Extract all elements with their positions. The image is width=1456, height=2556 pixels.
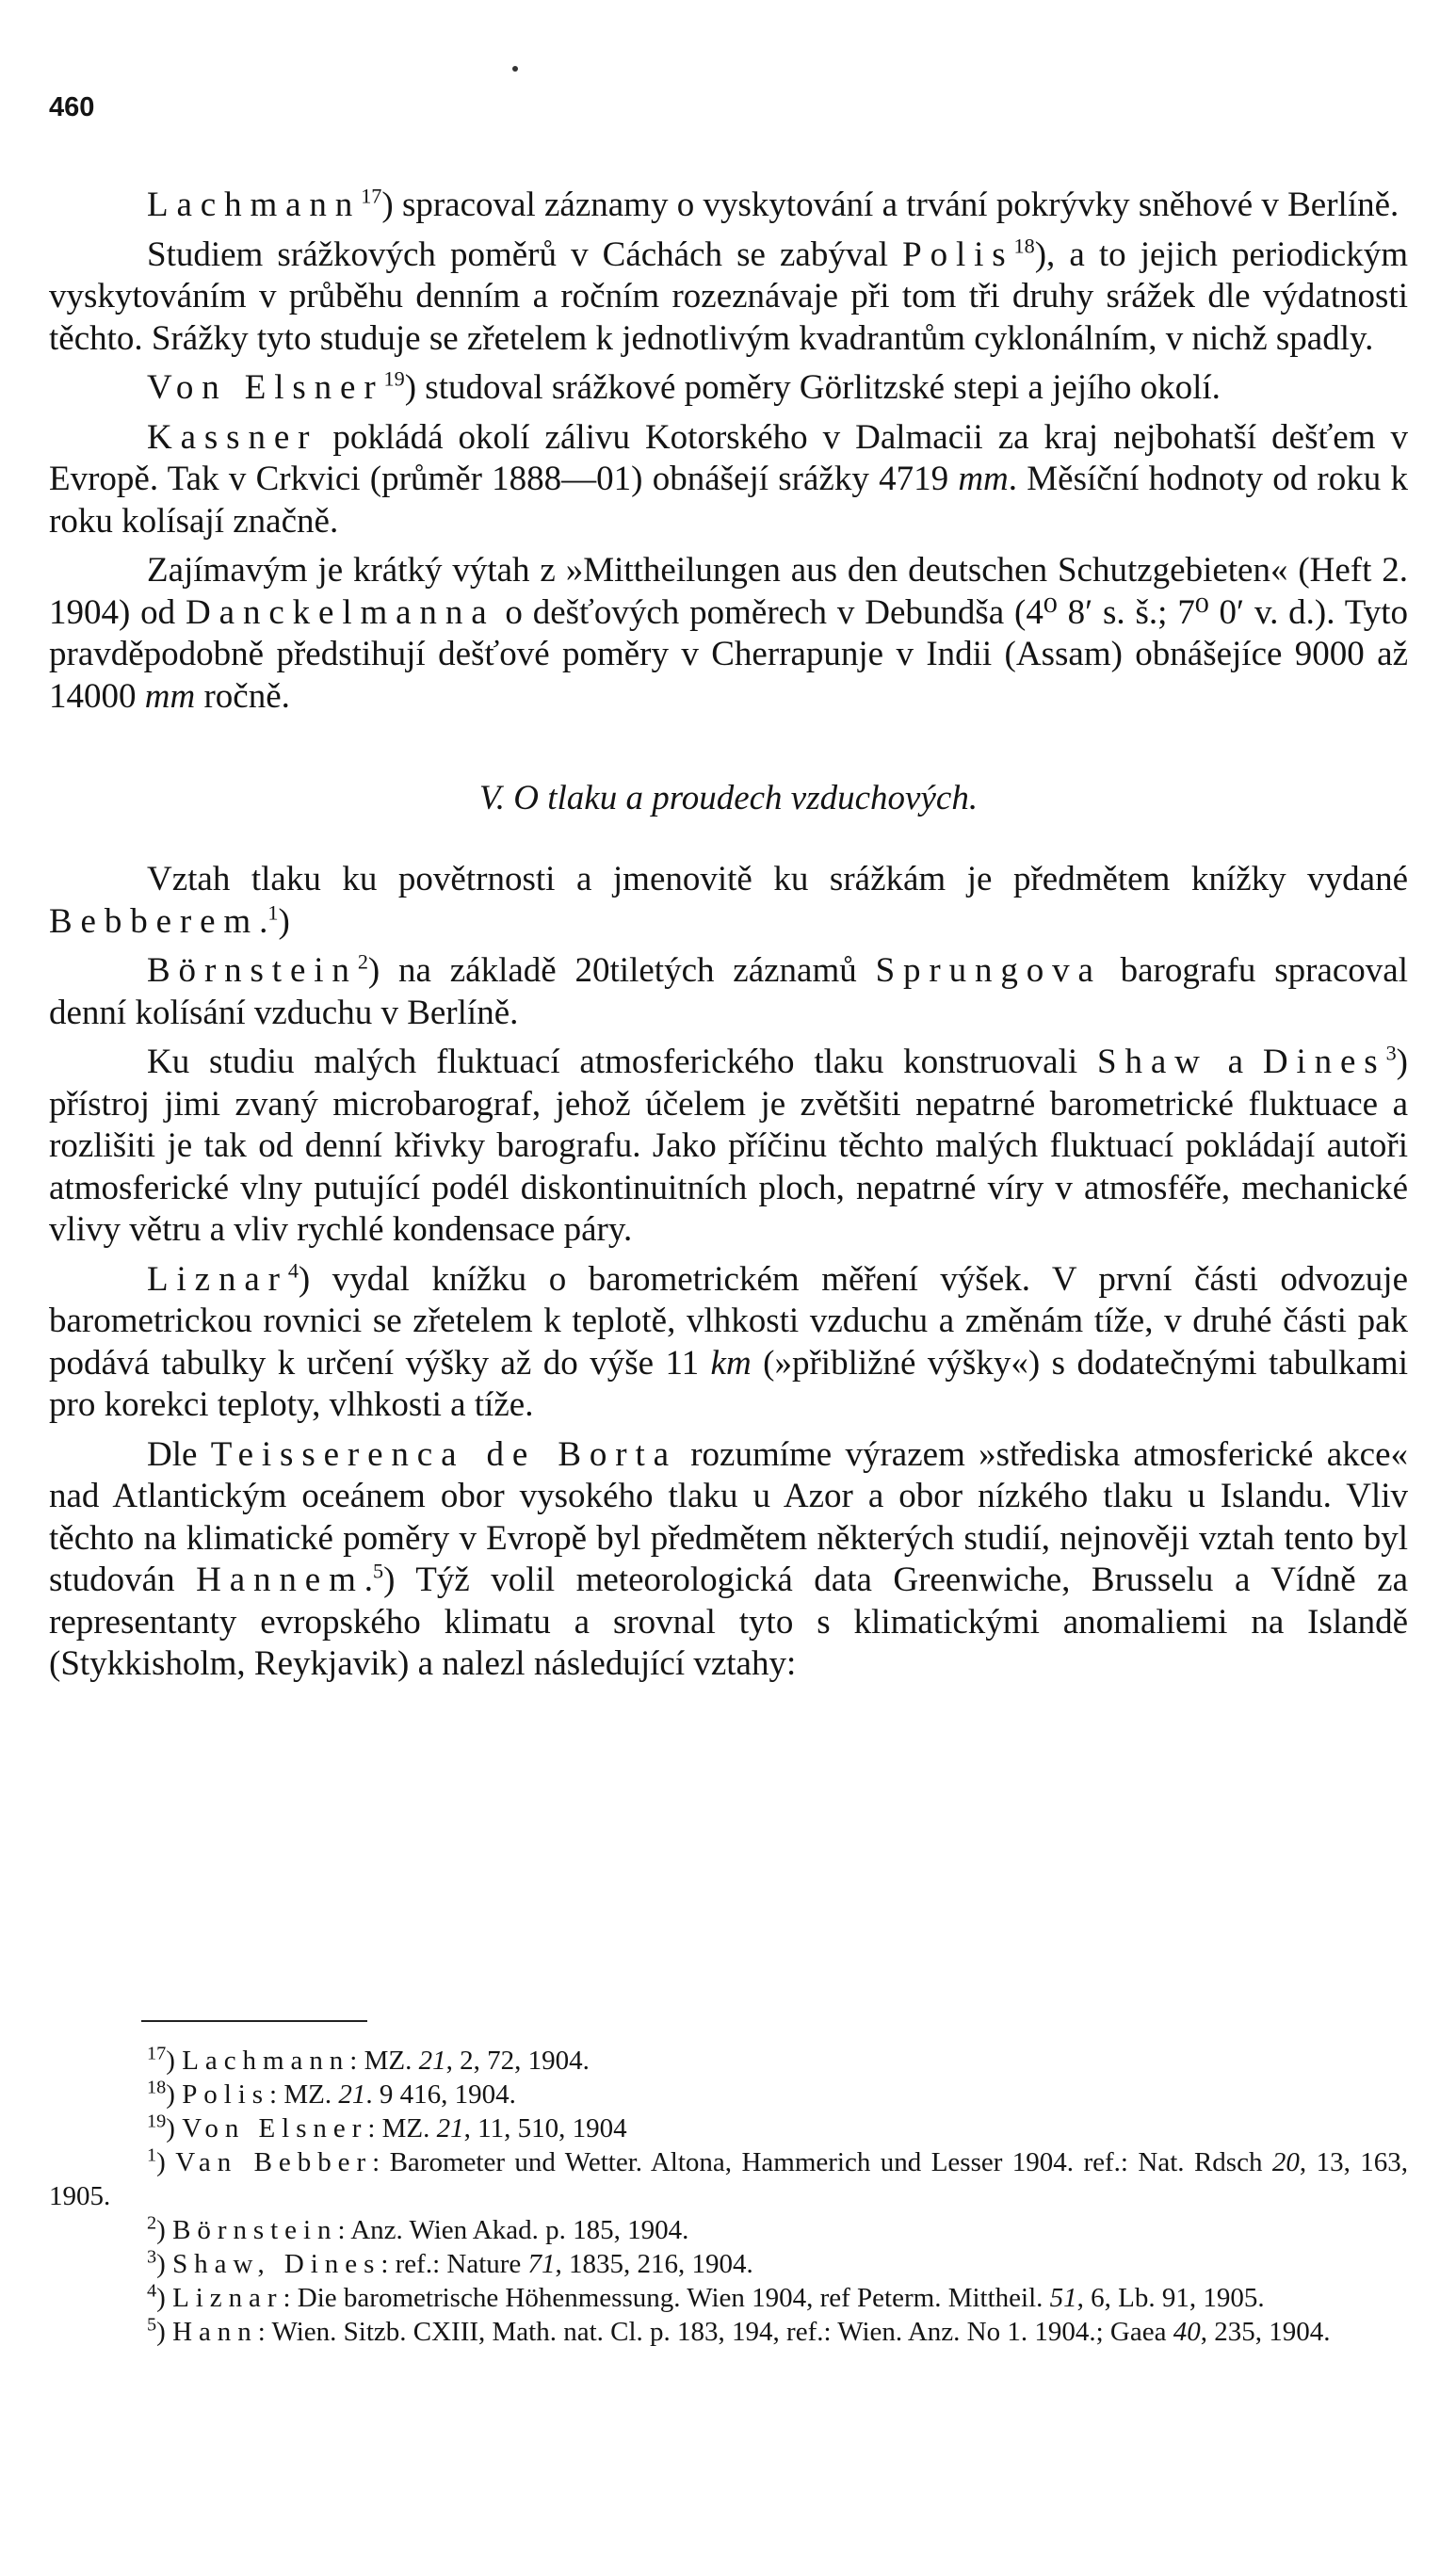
footnote-text: , 1835, 216, 1904. — [555, 2249, 753, 2279]
footnotes — [49, 2044, 1408, 2349]
author-name: Kassner — [147, 417, 318, 457]
footnote-author: Liznar — [172, 2283, 283, 2313]
paragraph-text: . Měsíční hodnoty od roku k roku kolísají značně. — [49, 460, 1408, 541]
author-name: Dines — [1262, 1043, 1386, 1081]
footnote-number: 18 — [147, 2077, 167, 2098]
footnote-text: , 11, 510, 1904 — [463, 2113, 627, 2143]
footnote-number: 19 — [147, 2111, 167, 2132]
paragraph-text: ) Týž volil meteorologická data Greenwiche, Brusselu a Vídně za representanty evropského klimatu a srovnal tyto s klimatickými anomaliemi na Islandě (Stykkisholm, Reykjavik) a nalezl následující vztahy: — [49, 1561, 1408, 1683]
page-number: 460 — [49, 92, 95, 122]
paragraph-text: ) studoval srážkové poměry Görlitzské stepi a jejího okolí. — [404, 368, 1221, 407]
footnote-divider — [141, 2020, 367, 2022]
footnote: $^4$) Liznar: Die barometrische Höhenmessung. Wien 1904, ref Peterm. Mittheil. 51, 6, Lb. 91, 1905. — [147, 2280, 1265, 2313]
unit-text: km — [710, 1343, 752, 1383]
footnote-author: Von Elsner — [182, 2113, 368, 2143]
footnote-ref: 5 — [373, 1559, 384, 1583]
paragraph-text: . — [364, 1561, 373, 1599]
author-name: Shaw — [1096, 1043, 1208, 1081]
paragraph-text: Vztah tlaku ku povětrnosti a jmenovitě ku srážkám je předmětem knížky vydané — [147, 860, 1408, 898]
paragraph-text: barografu spracoval denní kolísání vzduchu v Berlíně. — [49, 951, 1408, 1032]
author-name: Sprungova — [875, 951, 1102, 990]
author-name: Hannem — [196, 1561, 364, 1599]
paragraph-text: . — [259, 901, 268, 941]
footnote-volume: 21 — [418, 2046, 446, 2076]
footnote-text: : MZ. — [349, 2046, 419, 2076]
footnote-number: 1 — [147, 2144, 157, 2166]
footnote-text: , 13, 163, 1905. — [49, 2147, 1408, 2211]
footnote-author: Polis — [182, 2079, 270, 2110]
footnote-ref: 4 — [287, 1258, 299, 1283]
paragraph-elsner — [49, 367, 1408, 410]
footnote-number: 5 — [147, 2314, 157, 2336]
footnote-text: : Wien. Sitzb. CXIII, Math. nat. Cl. p. 183, 194, ref.: Wien. Anz. No 1. 1904.; Gaea — [257, 2317, 1173, 2347]
unit-text: mm — [144, 676, 196, 716]
footnote: $^{18}$) Polis: MZ. 21. 9 416, 1904. — [147, 2077, 516, 2110]
footnote-number: 2 — [147, 2212, 157, 2234]
unit-text: mm — [958, 460, 1009, 498]
paragraph-text: Ku studiu malých fluktuací atmosferického tlaku konstruovali — [147, 1043, 1097, 1081]
paragraph-text: ročně. — [195, 676, 290, 716]
footnote: $^5$) Hann: Wien. Sitzb. CXIII, Math. nat. Cl. p. 183, 194, ref.: Wien. Anz. No 1. 1904.; Gaea 40, 235, 1904. — [147, 2314, 1331, 2347]
footnote: $^1$) Van Bebber: Barometer und Wetter. Altona, Hammerich und Lesser 1904. ref.: Nat. Rdsch 20, 13, 163, 1905. — [49, 2144, 1408, 2211]
footnote-ref: 2 — [357, 949, 368, 974]
paragraph-text: Dle — [147, 1434, 211, 1474]
paragraph-text: ) vydal knížku o barometrickém měření výšek. V první části odvozuje barometrickou rovnici se zřetelem k teplotě, vlhkosti vzduchu a změnám tíže, v druhé části pak podává tabulky k určení výšky až do výše 11 — [49, 1259, 1408, 1383]
paragraph-text: ) spracoval záznamy o vyskytování a trvání pokrývky sněhové v Berlíně. — [381, 186, 1399, 224]
paragraph-bebber — [49, 859, 1408, 943]
footnote-volume: 71 — [527, 2249, 556, 2279]
paragraph-polis — [49, 235, 1408, 361]
author-name: Von Elsner — [147, 368, 384, 407]
footnote: $^{19}$) Von Elsner: MZ. 21, 11, 510, 1904 — [147, 2111, 627, 2143]
author-name: Bebberem — [49, 901, 260, 941]
footnote-volume: 21 — [338, 2079, 366, 2110]
footnote-volume: 20 — [1271, 2147, 1300, 2177]
paragraph-teisserenc — [49, 1434, 1408, 1686]
footnote-author: Shaw, Dines — [172, 2249, 381, 2279]
paragraph-liznar — [49, 1259, 1408, 1427]
footnote-author: Van Bebber — [175, 2147, 373, 2177]
footnote-number: 4 — [147, 2280, 157, 2302]
paragraph-text: a — [1207, 1043, 1263, 1081]
footnote-ref: 17 — [361, 184, 382, 208]
footnote-number: 3 — [147, 2246, 157, 2268]
paragraph-danckelmann — [49, 550, 1408, 718]
paragraph-text: ), a to jejich periodickým vyskytováním v průběhu denním a ročním rozeznávaje při tom tři druhy srážek dle výdatnosti těchto. Srážky tyto studuje se zřetelem k jednotlivým kvadrantům cyklonálním, v nichž spadly. — [49, 235, 1408, 358]
paragraph-text: ) — [278, 901, 290, 941]
paragraph-kassner — [49, 417, 1408, 543]
main-text — [49, 185, 1408, 1693]
footnote-text: , 6, Lb. 91, 1905. — [1076, 2283, 1265, 2313]
paragraph-text: ) na základě 20tiletých záznamů — [367, 951, 876, 990]
footnote-ref: 3 — [1385, 1041, 1397, 1065]
author-name: Lachmann — [147, 186, 362, 224]
footnote-ref: 18 — [1013, 234, 1035, 258]
footnote-volume: 21 — [436, 2113, 464, 2143]
author-name: Liznar — [147, 1259, 288, 1299]
footnote-volume: 40 — [1173, 2317, 1201, 2347]
footnote-text: , 235, 1904. — [1200, 2317, 1331, 2347]
footnote-text: : MZ. — [367, 2113, 437, 2143]
footnote-text: . 9 416, 1904. — [365, 2079, 516, 2110]
footnote-number: 17 — [147, 2043, 167, 2064]
paragraph-lachmann — [49, 185, 1408, 227]
author-name: Danckelmanna — [186, 592, 495, 632]
paragraph-text: Zajímavým je krátký výtah z »Mittheilungen aus den deutschen Schutzgebieten« (Heft 2. 1904) od — [49, 551, 1408, 632]
paragraph-text: o dešťových poměrech v Debundša (4⁰ 8′ s. š.; 7⁰ 0′ v. d.). Tyto pravděpodobně předstihují dešťové poměry v Cherrapunje v Indii (Assam) obnášejíce 9000 až 14000 — [49, 592, 1408, 716]
paragraph-text: pokládá okolí zálivu Kotorského v Dalmacii za kraj nejbohatší dešťem v Evropě. Tak v Crkvici (průměr 1888—01) obnášejí srážky 4719 — [49, 417, 1408, 498]
footnote-author: Hann — [172, 2317, 258, 2347]
footnote-author: Lachmann — [182, 2046, 350, 2076]
paragraph-text: rozumíme výrazem »střediska atmosferické akce« nad Atlantickým oceánem obor vysokého tlaku u Azor a obor nízkého tlaku u Islandu. Vliv těchto na klimatické poměry v Evropě byl předmětem některých studií, nejnověji vztah tento byl studován — [49, 1434, 1408, 1599]
footnote-ref: 1 — [267, 900, 279, 925]
footnote-text: : Die barometrische Höhenmessung. Wien 1904, ref Peterm. Mittheil. — [283, 2283, 1050, 2313]
footnote-text: : ref.: Nature — [380, 2249, 528, 2279]
author-name: Polis — [902, 235, 1014, 274]
author-name: Börnstein — [147, 951, 358, 990]
footnote-author: Börnstein — [172, 2215, 338, 2245]
paragraph-text: ) přístroj jimi zvaný microbarograf, jehož účelem je zvětšiti nepatrné barometrické fluktuace a rozlišiti je tak od denní křivky barografu. Jako příčinu těchto malých fluktuací pokládají autoři atmosferické vlny putující podél diskontinuitních ploch, nepatrné víry v atmosféře, mechanické vlivy větru a vliv rychlé kondensace páry. — [49, 1043, 1408, 1249]
paragraph-shaw-dines — [49, 1042, 1408, 1252]
footnote-text: , 2, 72, 1904. — [445, 2046, 590, 2076]
footnote-ref: 19 — [383, 366, 405, 391]
footnote-text: : Barometer und Wetter. Altona, Hammerich und Lesser 1904. ref.: Nat. Rdsch — [372, 2147, 1272, 2177]
paragraph-text: Studiem srážkových poměrů v Cáchách se zabýval — [147, 235, 903, 274]
footnote-text: : MZ. — [269, 2079, 339, 2110]
footnote-volume: 51 — [1049, 2283, 1077, 2313]
paragraph-text: (»přibližné výšky«) s dodatečnými tabulkami pro korekci teploty, vlhkosti a tíže. — [49, 1343, 1408, 1424]
paragraph-bornstein — [49, 950, 1408, 1034]
footnote: $^2$) Börnstein: Anz. Wien Akad. p. 185, 1904. — [147, 2212, 689, 2245]
footnote: $^{17}$) Lachmann: MZ. 21, 2, 72, 1904. — [147, 2043, 590, 2076]
speck-mark — [512, 66, 518, 72]
author-name: Teisserenca de Borta — [210, 1434, 677, 1474]
footnote-text: : Anz. Wien Akad. p. 185, 1904. — [337, 2215, 689, 2245]
section-heading: V. O tlaku a proudech vzduchových. — [478, 779, 979, 817]
footnote: $^3$) Shaw, Dines: ref.: Nature 71, 1835, 216, 1904. — [147, 2246, 753, 2279]
